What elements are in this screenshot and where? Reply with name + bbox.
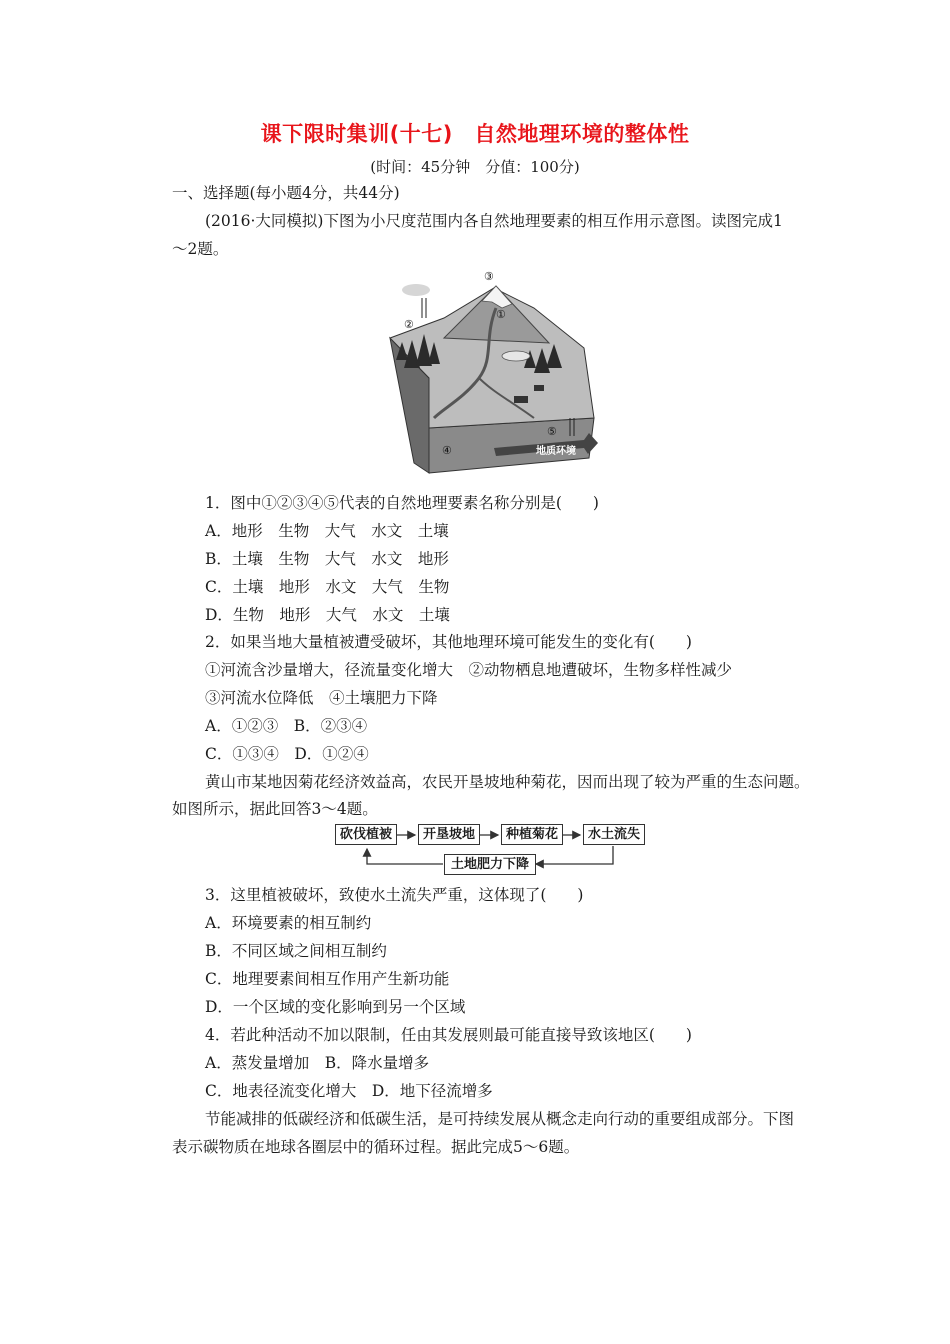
flow-box-deforestation: 砍伐植被 <box>335 824 397 845</box>
question-4-options: A．蒸发量增加 B．降水量增多 <box>205 1054 430 1072</box>
intro-text: (2016·大同模拟)下图为小尺度范围内各自然地理要素的相互作用示意图。读图完成1 <box>205 212 783 230</box>
intro-text: 节能减排的低碳经济和低碳生活，是可持续发展从概念走向行动的重要组成部分。下图 <box>205 1110 795 1128</box>
marker-2: ② <box>404 318 414 331</box>
flow-box-fertility-decline: 土地肥力下降 <box>444 854 536 875</box>
question-4-stem: 4．若此种活动不加以限制，任由其发展则最可能直接导致该地区( ) <box>205 1026 692 1044</box>
geology-label: 地质环境 <box>536 446 576 457</box>
section-heading: 一、选择题(每小题4分，共44分) <box>172 184 400 202</box>
option-d: D．生物 地形 大气 水文 土壤 <box>205 606 450 624</box>
marker-4: ④ <box>442 444 452 457</box>
option-b: B．不同区域之间相互制约 <box>205 942 387 960</box>
marker-5: ⑤ <box>547 425 557 438</box>
flow-chart <box>330 822 645 878</box>
question-3-stem: 3．这里植被破坏，致使水土流失严重，这体现了( ) <box>205 886 584 904</box>
question-2-options: A．①②③ B．②③④ <box>205 717 368 735</box>
geo-block-diagram <box>384 268 606 488</box>
page-subtitle: (时间：45分钟 分值：100分) <box>370 158 580 176</box>
intro-text: ～2题。 <box>172 240 229 258</box>
question-1-stem: 1．图中①②③④⑤代表的自然地理要素名称分别是( ) <box>205 494 599 512</box>
intro-text: 表示碳物质在地球各圈层中的循环过程。据此完成5～6题。 <box>172 1138 580 1156</box>
flow-box-soil-erosion: 水土流失 <box>583 824 645 845</box>
question-4-options: C．地表径流变化增大 D．地下径流增多 <box>205 1082 493 1100</box>
intro-text: 黄山市某地因菊花经济效益高，农民开垦坡地种菊花，因而出现了较为严重的生态问题。 <box>205 773 810 791</box>
question-2-items: ①河流含沙量增大，径流量变化增大 ②动物栖息地遭破坏，生物多样性减少 <box>205 661 733 679</box>
option-b: B．土壤 生物 大气 水文 地形 <box>205 550 449 568</box>
option-c: C．土壤 地形 水文 大气 生物 <box>205 578 450 596</box>
question-2-options: C．①③④ D．①②④ <box>205 745 369 763</box>
question-2-items: ③河流水位降低 ④土壤肥力下降 <box>205 689 438 707</box>
option-a: A．地形 生物 大气 水文 土壤 <box>205 522 449 540</box>
page-title: 课下限时集训(十七) 自然地理环境的整体性 <box>260 122 690 146</box>
flow-box-reclaim-slope: 开垦坡地 <box>418 824 480 845</box>
marker-3: ③ <box>484 270 494 283</box>
option-d: D．一个区域的变化影响到另一个区域 <box>205 998 466 1016</box>
intro-text: 如图所示，据此回答3～4题。 <box>172 800 378 818</box>
option-a: A．环境要素的相互制约 <box>205 914 372 932</box>
marker-1: ① <box>496 308 506 321</box>
option-c: C．地理要素间相互作用产生新功能 <box>205 970 450 988</box>
flow-box-plant-chrysanthemum: 种植菊花 <box>501 824 563 845</box>
question-2-stem: 2．如果当地大量植被遭受破坏，其他地理环境可能发生的变化有( ) <box>205 633 692 651</box>
